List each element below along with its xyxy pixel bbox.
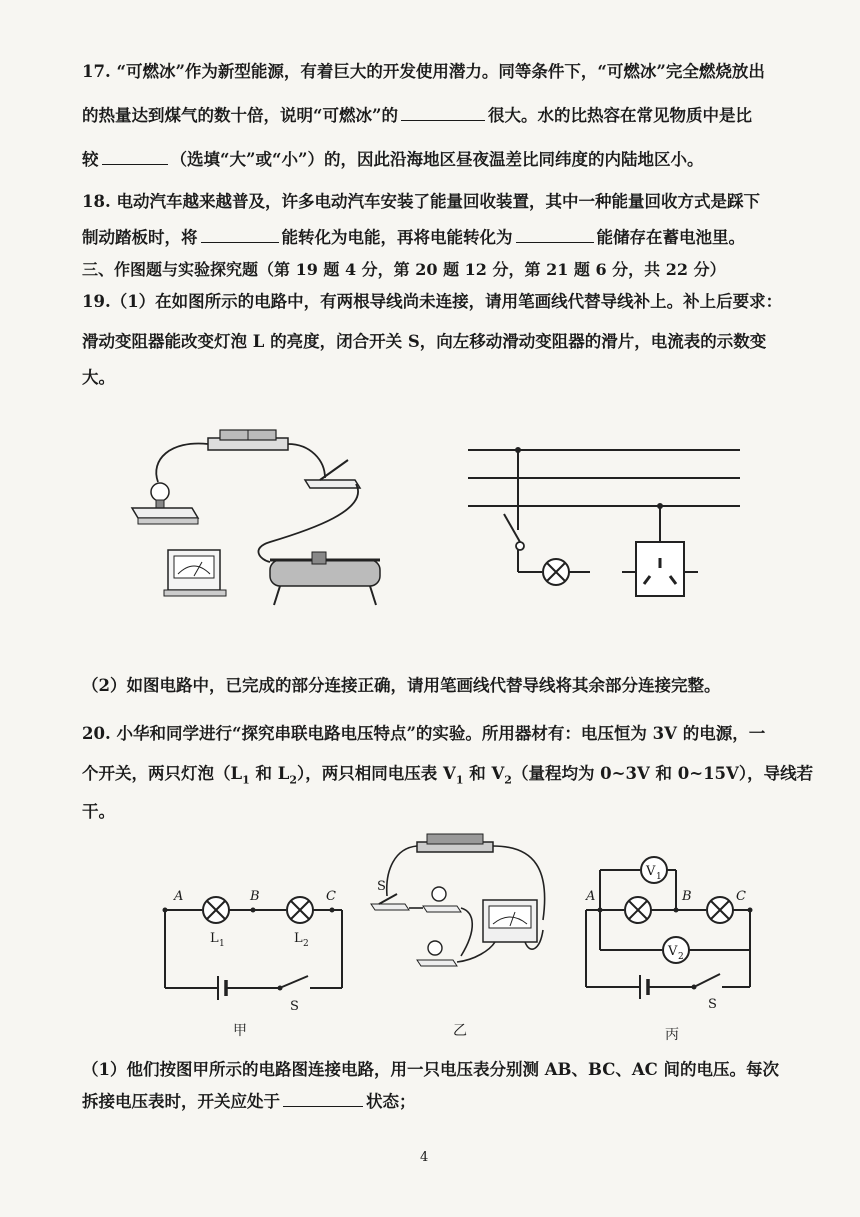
q20-part1-line2: [82, 1090, 820, 1114]
answer-blank[interactable]: [401, 104, 485, 121]
label-B: B: [250, 889, 260, 904]
q17-line3: [82, 148, 820, 172]
label-A: A: [586, 889, 596, 904]
label-subscript: 2: [303, 939, 309, 949]
caption-yi: 乙: [453, 1023, 467, 1039]
q19-line1: 19.（1）在如图所示的电路中，有两根导线尚未连接，请用笔画线代替导线补上。补上后要求：: [82, 292, 783, 311]
q18-line2-a: 制动踏板时，将: [82, 228, 198, 247]
answer-blank[interactable]: [102, 148, 168, 165]
label-C: C: [326, 889, 336, 904]
circuit-diagram-jia: [150, 880, 350, 1020]
caption-bing: 丙: [665, 1027, 679, 1043]
label-B: B: [682, 889, 692, 904]
label-subscript: 2: [678, 952, 684, 962]
caption-jia: 甲: [233, 1023, 247, 1039]
q17-line2-a: 的热量达到煤气的数十倍，说明“可燃冰”的: [82, 106, 398, 125]
q17-line2-b: 很大。水的比热容在常见物质中是比: [487, 106, 752, 125]
q20-line2-e: （量程均为 0~3V 和 0~15V），导线若: [511, 764, 814, 783]
label-A: A: [174, 889, 184, 904]
q20-line2-b: 和 L: [255, 764, 290, 783]
q20-line2: [82, 762, 820, 792]
label-subscript: 1: [219, 939, 225, 949]
q20-line1: 20. 小华和同学进行“探究串联电路电压特点”的实验。所用器材有：电压恒为 3V 的电源，一: [82, 724, 766, 743]
q19-line3: 大。: [82, 368, 115, 387]
q18-line2-c: 能储存在蓄电池里。: [596, 228, 745, 247]
circuit-diagram-bing: [578, 842, 778, 1017]
q17-line3-a: 较: [82, 150, 99, 169]
subscript: 2: [504, 773, 512, 787]
label-C: C: [736, 889, 746, 904]
label-V1: V: [646, 864, 656, 879]
label-S: S: [708, 997, 717, 1012]
q20-line2-c: ），两只相同电压表 V: [297, 764, 456, 783]
answer-blank[interactable]: [201, 226, 279, 243]
answer-blank[interactable]: [516, 226, 594, 243]
label-V2: V: [668, 944, 678, 959]
label-S: S: [290, 999, 299, 1014]
subscript: 2: [289, 773, 298, 787]
subscript: 1: [455, 773, 464, 787]
label-L1: L: [210, 931, 219, 946]
answer-blank[interactable]: [283, 1090, 363, 1107]
label-subscript: 1: [656, 872, 662, 882]
q20-line2-d: 和 V: [469, 764, 505, 783]
household-wiring-figure: [460, 430, 750, 610]
label-S: S: [377, 879, 386, 894]
section-heading: 三、作图题与实验探究题（第 19 题 4 分，第 20 题 12 分，第 21 题 6 分，共 22 分）: [82, 260, 726, 279]
physical-circuit-yi: [365, 830, 565, 980]
subscript: 1: [242, 773, 250, 787]
physical-circuit-figure: [120, 420, 400, 620]
q20-line3: 干。: [82, 802, 115, 821]
q20-part1-line2-a: 拆接电压表时，开关应处于: [82, 1092, 280, 1111]
q19-line2: 滑动变阻器能改变灯泡 L 的亮度，闭合开关 S，向左移动滑动变阻器的滑片，电流表的示数变: [82, 332, 767, 351]
page-number: 4: [420, 1150, 429, 1165]
q20-line2-a: 个开关，两只灯泡（L: [82, 764, 243, 783]
q20-part1-line2-c: 状态；: [366, 1092, 416, 1111]
q19-part2: （2）如图电路中，已完成的部分连接正确，请用笔画线代替导线将其余部分连接完整。: [82, 676, 721, 695]
q17-line1: 17. “可燃冰”作为新型能源，有着巨大的开发使用潜力。同等条件下，“可燃冰”完全燃烧放出: [82, 62, 765, 81]
q18-line2-b: 能转化为电能，再将电能转化为: [281, 228, 513, 247]
q17-line3-b: （选填“大”或“小”）的，因此沿海地区昼夜温差比同纬度的内陆地区小。: [170, 150, 704, 169]
label-L2: L: [294, 931, 303, 946]
q17-line2: [82, 104, 820, 128]
q20-part1-line1: （1）他们按图甲所示的电路图连接电路，用一只电压表分别测 AB、BC、AC 间的电压。每次: [82, 1060, 780, 1079]
q18-line1: 18. 电动汽车越来越普及，许多电动汽车安装了能量回收装置，其中一种能量回收方式是踩下: [82, 192, 760, 211]
q18-line2: [82, 226, 820, 250]
